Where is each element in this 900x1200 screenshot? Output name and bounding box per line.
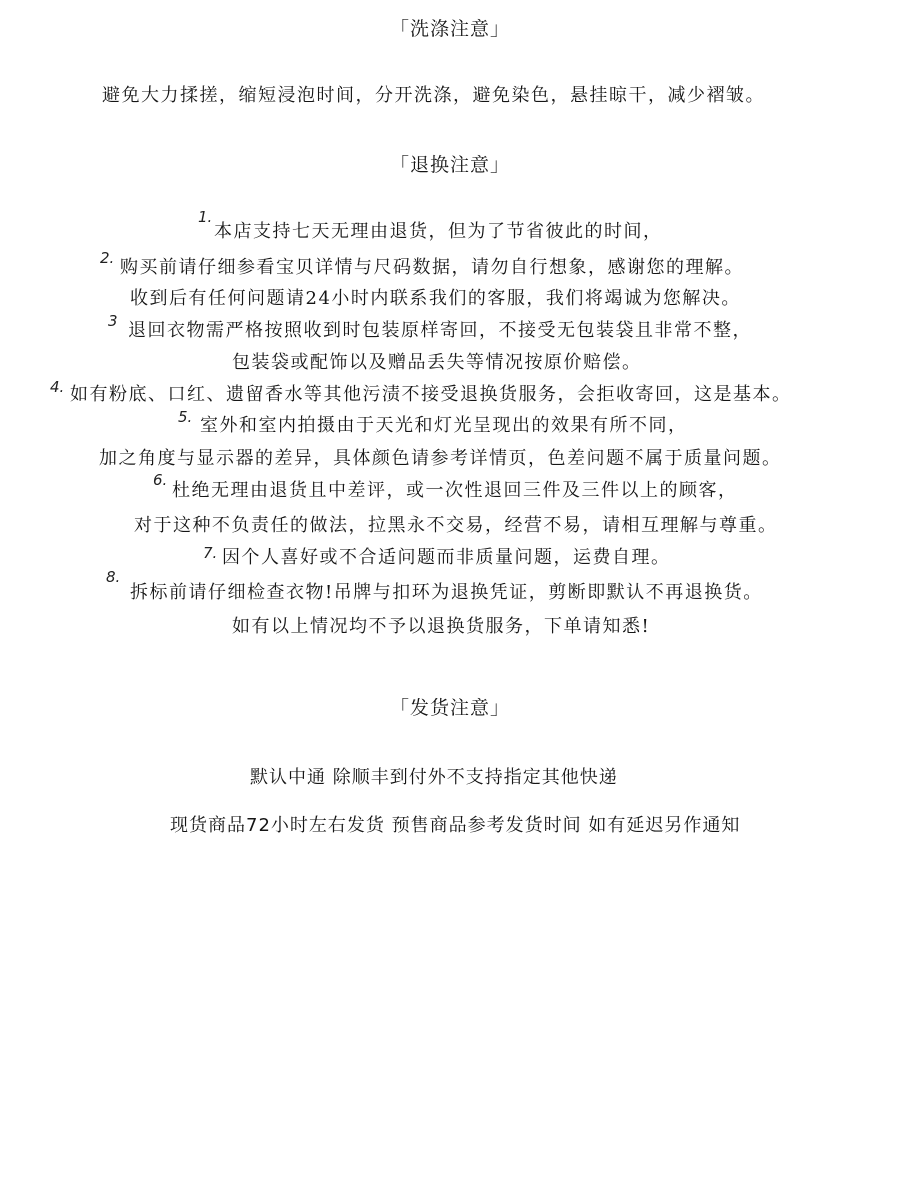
returns-line: 拆标前请仔细检查衣物!吊牌与扣环为退换凭证，剪断即默认不再退换货。 <box>130 582 763 603</box>
shipping-title: 「发货注意」 <box>389 697 510 719</box>
returns-line: 室外和室内拍摄由于天光和灯光呈现出的效果有所不同， <box>200 415 688 436</box>
returns-line: 包装袋或配饰以及赠品丢失等情况按原价赔偿。 <box>232 352 642 373</box>
returns-line: 收到后有任何问题请24小时内联系我们的客服，我们将竭诚为您解决。 <box>130 288 741 309</box>
returns-line: 对于这种不负责任的做法，拉黑永不交易，经营不易，请相互理解与尊重。 <box>134 515 778 536</box>
returns-number-5: 5. <box>178 408 193 426</box>
returns-line: 如有以上情况均不予以退换货服务，下单请知悉! <box>232 616 651 637</box>
returns-title: 「退换注意」 <box>389 154 510 176</box>
returns-line: 加之角度与显示器的差异，具体颜色请参考详情页，色差问题不属于质量问题。 <box>99 448 782 469</box>
returns-number-4: 4. <box>50 378 65 396</box>
returns-number-8: 8. <box>106 568 121 586</box>
returns-number-1: 1. <box>198 208 213 226</box>
returns-line: 退回衣物需严格按照收到时包装原样寄回，不接受无包装袋且非常不整， <box>128 320 752 341</box>
returns-line: 购买前请仔细参看宝贝详情与尺码数据，请勿自行想象，感谢您的理解。 <box>120 257 744 278</box>
returns-line: 杜绝无理由退货且中差评，或一次性退回三件及三件以上的顾客， <box>172 480 738 501</box>
returns-line: 本店支持七天无理由退货，但为了节省彼此的时间， <box>214 221 663 242</box>
returns-number-3: 3 <box>108 312 118 330</box>
returns-number-6: 6. <box>153 471 168 489</box>
shipping-line: 现货商品72小时左右发货 预售商品参考发货时间 如有延迟另作通知 <box>170 815 741 836</box>
returns-line: 因个人喜好或不合适问题而非质量问题，运费自理。 <box>222 547 671 568</box>
washing-title: 「洗涤注意」 <box>389 18 510 40</box>
shipping-line: 默认中通 除顺丰到付外不支持指定其他快递 <box>250 767 618 788</box>
returns-number-7: 7. <box>203 544 218 562</box>
washing-body: 避免大力揉搓，缩短浸泡时间，分开洗涤，避免染色，悬挂晾干，减少褶皱。 <box>102 85 765 106</box>
returns-number-2: 2. <box>100 249 115 267</box>
returns-line: 如有粉底、口红、遗留香水等其他污渍不接受退换货服务，会拒收寄回，这是基本。 <box>70 384 792 405</box>
